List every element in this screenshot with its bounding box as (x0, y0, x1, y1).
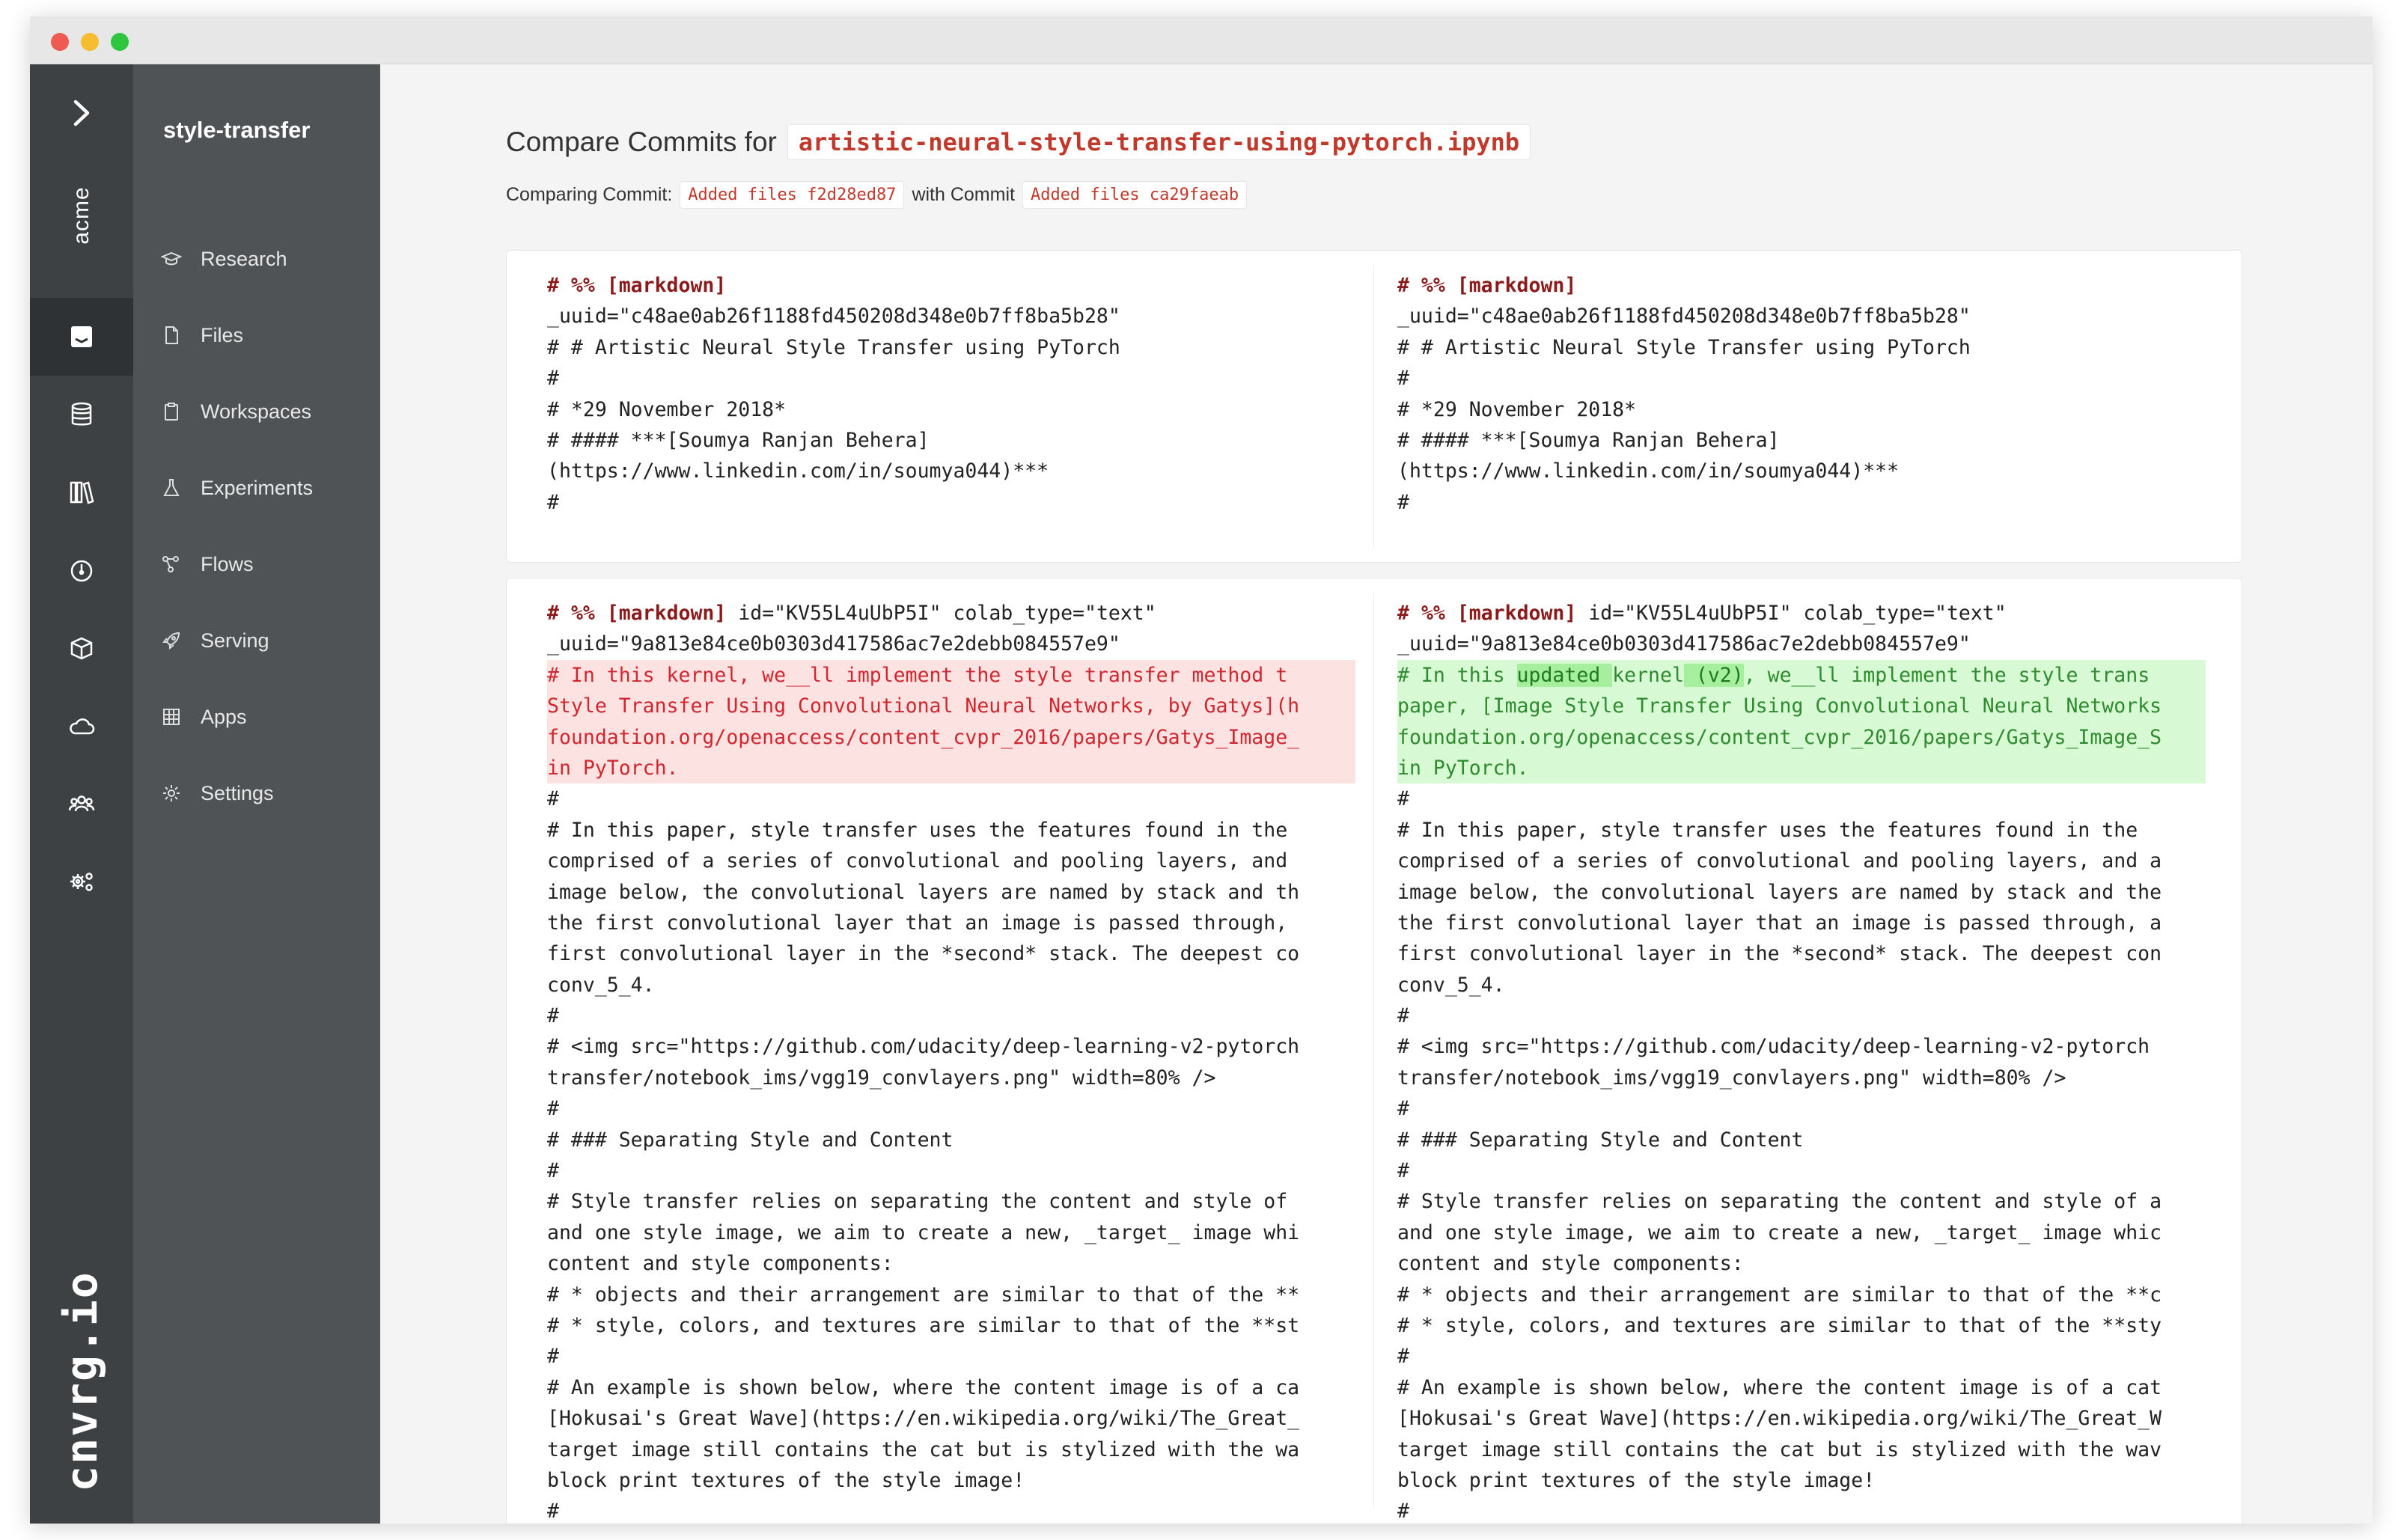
nav-item-files[interactable] (159, 313, 368, 358)
code-line: the first convolutional layer that an image is passed through, a (1397, 911, 2162, 935)
dashboard-icon[interactable] (30, 531, 133, 609)
diff-left-column (547, 270, 1355, 518)
file-icon (159, 323, 184, 348)
inline-addition: updated (1516, 663, 1613, 687)
users-icon[interactable] (30, 765, 133, 843)
comparing-label: Comparing Commit: (506, 184, 673, 205)
code-line: first convolutional layer in the *second* stack. The deepest con (1397, 942, 2162, 966)
code-line: _uuid="c48ae0ab26f1188fd450208d348e0b7ff8ba5b28" (1397, 305, 1971, 329)
code-line: [Hokusai's Great Wave](https://en.wikipedia.org/wiki/The_Great_ (547, 1407, 1300, 1431)
projects-icon[interactable] (30, 298, 133, 376)
code-line: foundation.org/openaccess/content_cvpr_2016/papers/Gatys_Image_S (1397, 725, 2162, 749)
code-line: # (547, 367, 559, 391)
code-line: # Style transfer relies on separating the content and style of a (1397, 1190, 2162, 1214)
code-line: # <img src="https://github.com/udacity/deep-learning-v2-pytorch (547, 1035, 1300, 1059)
code-line: # In this paper, style transfer uses the features found in the (1397, 818, 2138, 842)
code-line: # Style transfer relies on separating the content and style of (547, 1190, 1288, 1214)
deleted-lines (547, 660, 1355, 784)
filename-link[interactable]: artistic-neural-style-transfer-using-pytorch.ipynb (787, 124, 1531, 160)
added-lines (1397, 660, 2206, 784)
org-name[interactable]: acme (69, 186, 94, 245)
code-line: in PyTorch. (1397, 756, 1529, 780)
commit-b-link[interactable]: Added files ca29faeab (1022, 181, 1247, 209)
nav-item-label: Experiments (201, 476, 314, 499)
nav-item-label: Flows (201, 552, 254, 575)
code-line: # *29 November 2018* (1397, 397, 1637, 421)
nav-item-apps[interactable] (159, 694, 368, 739)
nav-item-settings[interactable] (159, 771, 368, 816)
code-line: # * style, colors, and textures are similar to that of the **sty (1397, 1313, 2162, 1337)
clipboard-icon (159, 399, 184, 424)
context-lines (547, 783, 1355, 1524)
main-content (380, 64, 2373, 1524)
nav-item-label: Workspaces (201, 400, 312, 423)
code-line: _uuid="9a813e84ce0b0303d417586ac7e2debb084557e9" (547, 632, 1120, 656)
code-line: (https://www.linkedin.com/in/soumya044)*** (1397, 459, 1900, 483)
code-line: # (1397, 367, 1409, 391)
chevron-right-icon[interactable] (63, 94, 100, 132)
code-line: # (1397, 490, 1409, 514)
code-line: # %% [markdown] id="KV55L4uUbP5I" colab_type="text" (547, 602, 1156, 625)
code-line: target image still contains the cat but is stylized with the wa (547, 1437, 1300, 1461)
code-line: Style Transfer Using Convolutional Neural Networks, by Gatys](h (547, 694, 1300, 718)
code-line: # ### Separating Style and Content (1397, 1128, 1804, 1152)
code-line: the first convolutional layer that an image is passed through, (547, 911, 1288, 935)
code-line: # An example is shown below, where the content image is of a cat (1397, 1375, 2162, 1399)
grid-icon (159, 704, 184, 730)
with-label: with Commit (912, 184, 1015, 205)
nav-item-label: Research (201, 247, 287, 270)
code-line: paper, [Image Style Transfer Using Convolutional Neural Networks (1397, 694, 2162, 718)
diff-right-column (1397, 598, 2206, 1524)
browser-window (30, 16, 2373, 1524)
brand-logo[interactable]: cnvrg.io (56, 1271, 107, 1492)
code-line: foundation.org/openaccess/content_cvpr_2016/papers/Gatys_Image_ (547, 725, 1300, 749)
code-line: # #### ***[Soumya Ranjan Behera] (547, 428, 930, 452)
containers-icon[interactable] (30, 609, 133, 687)
code-line: target image still contains the cat but is stylized with the wav (1397, 1437, 2162, 1461)
nav-item-label: Serving (201, 629, 269, 652)
code-line: image below, the convolutional layers are named by stack and th (547, 880, 1300, 904)
nav-item-flows[interactable] (159, 542, 368, 587)
code-line: transfer/notebook_ims/vgg19_convlayers.png" width=80% /> (547, 1066, 1216, 1090)
code-line: # In this kernel, we__ll implement the style transfer method t (547, 663, 1288, 687)
page-title-prefix: Compare Commits for (506, 126, 777, 157)
code-line: # (1397, 1004, 1409, 1028)
org-settings-icon[interactable] (30, 843, 133, 920)
code-line: # (1397, 787, 1409, 811)
datasets-icon[interactable] (30, 376, 133, 453)
code-line: block print textures of the style image! (547, 1468, 1025, 1492)
inline-addition: (v2) (1683, 663, 1744, 687)
code-line: # (547, 1345, 559, 1369)
code-line: conv_5_4. (547, 973, 655, 997)
context-lines (1397, 783, 2206, 1524)
flow-icon (159, 551, 184, 577)
minimize-window-button[interactable] (81, 33, 99, 51)
window-titlebar (30, 16, 2373, 64)
code-line: # (1397, 1345, 1409, 1369)
library-icon[interactable] (30, 453, 133, 531)
nav-item-research[interactable] (159, 236, 368, 281)
diff-right-column (1397, 270, 2206, 518)
nav-item-label: Settings (201, 781, 274, 804)
nav-item-label: Files (201, 323, 244, 346)
code-line: # # Artistic Neural Style Transfer using PyTorch (547, 335, 1120, 359)
code-line: comprised of a series of convolutional and pooling layers, and a (1397, 849, 2162, 873)
code-line: _uuid="c48ae0ab26f1188fd450208d348e0b7ff8ba5b28" (547, 305, 1120, 329)
nav-item-workspaces[interactable] (159, 389, 368, 434)
maximize-window-button[interactable] (111, 33, 129, 51)
code-line: block print textures of the style image! (1397, 1468, 1876, 1492)
code-line: content and style components: (547, 1252, 894, 1276)
diff-cell (506, 578, 2242, 1524)
column-divider (1373, 266, 1374, 547)
code-line: conv_5_4. (1397, 973, 1505, 997)
code-line: # An example is shown below, where the content image is of a ca (547, 1375, 1300, 1399)
code-line: # (547, 1500, 559, 1524)
code-line: and one style image, we aim to create a new, _target_ image whic (1397, 1220, 2162, 1244)
code-line: # (547, 1004, 559, 1028)
code-line: # %% [markdown] (547, 274, 727, 297)
gear-icon (159, 780, 184, 806)
code-line: content and style components: (1397, 1252, 1744, 1276)
code-line: # * objects and their arrangement are similar to that of the **c (1397, 1283, 2162, 1307)
code-line: # (1397, 1159, 1409, 1183)
code-line: # %% [markdown] id="KV55L4uUbP5I" colab_type="text" (1397, 602, 2007, 625)
code-line: # In this paper, style transfer uses the features found in the (547, 818, 1288, 842)
code-line: _uuid="9a813e84ce0b0303d417586ac7e2debb084557e9" (1397, 632, 1971, 656)
code-line: # (547, 1097, 559, 1121)
code-line: (https://www.linkedin.com/in/soumya044)*** (547, 459, 1049, 483)
graduation-cap-icon (159, 246, 184, 272)
code-line: and one style image, we aim to create a new, _target_ image whi (547, 1220, 1300, 1244)
code-line: # %% [markdown] (1397, 274, 1577, 297)
diff-left-column (547, 598, 1355, 1524)
code-line: image below, the convolutional layers are named by stack and the (1397, 880, 2162, 904)
code-line: # *29 November 2018* (547, 397, 787, 421)
code-line: # In this updated kernel (v2), we__ll implement the style trans (1397, 663, 2150, 687)
diff-cell (506, 250, 2242, 563)
nav-item-label: Apps (201, 705, 247, 728)
project-name[interactable]: style-transfer (163, 117, 311, 143)
icon-rail (30, 64, 133, 1524)
page-title (506, 124, 1531, 160)
code-line: transfer/notebook_ims/vgg19_convlayers.png" width=80% /> (1397, 1066, 2066, 1090)
column-divider (1373, 593, 1374, 1509)
code-line: # #### ***[Soumya Ranjan Behera] (1397, 428, 1780, 452)
code-line: # <img src="https://github.com/udacity/deep-learning-v2-pytorch (1397, 1035, 2150, 1059)
code-line: # (1397, 1500, 1409, 1524)
flask-icon (159, 475, 184, 501)
rocket-icon (159, 628, 184, 653)
code-line: # * objects and their arrangement are similar to that of the ** (547, 1283, 1300, 1307)
code-line: # ### Separating Style and Content (547, 1128, 954, 1152)
code-line: first convolutional layer in the *second* stack. The deepest co (547, 942, 1300, 966)
project-nav-panel (133, 64, 380, 1524)
code-line: # (547, 787, 559, 811)
close-window-button[interactable] (51, 33, 69, 51)
nav-item-serving[interactable] (159, 618, 368, 663)
code-line: # # Artistic Neural Style Transfer using PyTorch (1397, 335, 1971, 359)
code-line: comprised of a series of convolutional and pooling layers, and (547, 849, 1288, 873)
commit-comparison-line (506, 181, 1254, 209)
cloud-icon[interactable] (30, 687, 133, 765)
code-line: # * style, colors, and textures are similar to that of the **st (547, 1313, 1300, 1337)
code-line: [Hokusai's Great Wave](https://en.wikipedia.org/wiki/The_Great_W (1397, 1407, 2162, 1431)
code-line: in PyTorch. (547, 756, 679, 780)
commit-a-link[interactable]: Added files f2d28ed87 (680, 181, 904, 209)
code-line: # (1397, 1097, 1409, 1121)
nav-item-experiments[interactable] (159, 465, 368, 510)
code-line: # (547, 490, 559, 514)
code-line: # (547, 1159, 559, 1183)
